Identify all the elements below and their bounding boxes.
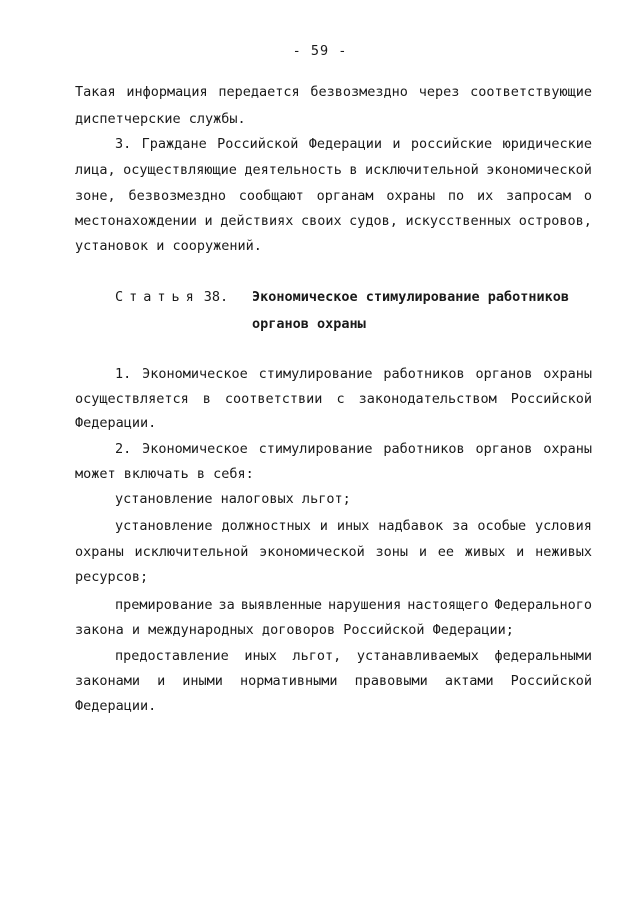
word: своих <box>300 213 342 229</box>
word: действиях <box>220 213 294 229</box>
word: экономической <box>259 544 365 560</box>
word: и <box>418 544 427 560</box>
word: неживых <box>535 544 592 560</box>
word: особые <box>477 518 527 534</box>
word: сообщают <box>238 188 304 204</box>
word: льгот, <box>292 648 342 664</box>
word: и <box>319 518 328 534</box>
word: осуществляется <box>75 391 189 407</box>
word: в <box>349 162 358 178</box>
word: органам <box>316 188 374 204</box>
para-2-line-5: установок и сооружений. <box>75 238 262 254</box>
word: органов <box>475 366 533 382</box>
word: искусственных <box>405 213 512 229</box>
word: должностных <box>221 518 311 534</box>
article-heading <box>115 288 228 306</box>
word: российские <box>410 136 493 152</box>
word: охраны <box>386 188 436 204</box>
item-3-line-2: закона и международных договоров Российской Федерации; <box>75 622 514 638</box>
item-3-line-1 <box>115 596 592 614</box>
para-2-line-4 <box>75 212 592 230</box>
word: Такая <box>75 84 116 100</box>
para-2-line-1 <box>115 135 592 153</box>
word: исключительной <box>365 162 479 178</box>
word: работников <box>383 441 465 457</box>
item-2-line-2 <box>75 543 592 561</box>
word: соответствующие <box>470 84 592 100</box>
item-4-line-2 <box>75 672 592 690</box>
word: Экономическое <box>142 441 248 457</box>
item-2-line-1 <box>115 517 592 535</box>
word: по <box>447 188 465 204</box>
word: стимулирование <box>258 441 373 457</box>
word: 3. <box>115 136 132 152</box>
word: Федерального <box>494 597 592 613</box>
word: премирование <box>115 597 213 613</box>
para-3-line-2 <box>75 390 592 408</box>
word: работников <box>383 366 465 382</box>
word: в <box>202 391 211 407</box>
word: и <box>516 544 525 560</box>
word: стимулирование <box>258 366 373 382</box>
word: надбавок <box>378 518 444 534</box>
word: устанавливаемых <box>356 648 479 664</box>
para-2-line-3 <box>75 187 592 205</box>
word: за <box>218 597 235 613</box>
word: нарушения <box>328 597 402 613</box>
word: органов <box>475 441 533 457</box>
word: островов, <box>518 213 592 229</box>
word: иных <box>244 648 277 664</box>
word: лица, <box>75 162 116 178</box>
para-4-line-1 <box>115 440 592 458</box>
para-3-line-1 <box>115 365 592 383</box>
word: местонахождении <box>75 213 197 229</box>
word: Федерации <box>308 136 382 152</box>
word: их <box>476 188 494 204</box>
word: законами <box>75 673 141 689</box>
word: через <box>418 84 460 100</box>
word: 1. <box>115 366 132 382</box>
word: нормативными <box>240 673 338 689</box>
word: и <box>392 136 401 152</box>
word: информация <box>126 84 208 100</box>
word: зоны <box>375 544 409 560</box>
word: предоставление <box>115 648 229 664</box>
word: запросам <box>506 188 572 204</box>
word: актами <box>444 673 494 689</box>
item-1-line-1: установление налоговых льгот; <box>115 491 351 507</box>
word: федеральными <box>494 648 592 664</box>
word: Российской <box>510 673 592 689</box>
word: выявленные <box>240 597 323 613</box>
word: исключительной <box>134 544 249 560</box>
para-2-line-2 <box>75 161 592 179</box>
word: и <box>157 673 166 689</box>
para-4-line-2: может включать в себя: <box>75 466 254 482</box>
word: иными <box>182 673 223 689</box>
word: охраны <box>543 366 592 382</box>
word: экономической <box>486 162 592 178</box>
word: Экономическое <box>142 366 248 382</box>
article-label: Статья <box>115 289 200 305</box>
word: за <box>452 518 469 534</box>
word: деятельность <box>244 162 342 178</box>
word: установление <box>115 518 213 534</box>
para-3-line-3: Федерации. <box>75 415 157 431</box>
article-title-line-2: органов охраны <box>252 316 366 332</box>
item-2-line-3: ресурсов; <box>75 569 149 585</box>
word: условия <box>535 518 592 534</box>
word: и <box>204 213 213 229</box>
item-4-line-1 <box>115 647 592 665</box>
para-1-line-1 <box>75 83 592 101</box>
word: передается <box>218 84 300 100</box>
word: с <box>336 391 345 407</box>
word: зоне, <box>75 188 116 204</box>
word: охраны <box>543 441 592 457</box>
article-number: 38. <box>203 289 229 305</box>
item-4-line-3: Федерации. <box>75 698 157 714</box>
word: соответствии <box>224 391 323 407</box>
word: ее <box>437 544 454 560</box>
word: осуществляющие <box>123 162 237 178</box>
word: Российской <box>510 391 592 407</box>
word: живых <box>464 544 506 560</box>
article-title-line-1: Экономическое стимулирование работников <box>252 289 569 305</box>
word: законодательством <box>358 391 497 407</box>
word: юридические <box>502 136 592 152</box>
para-1-line-2: диспетчерские службы. <box>75 111 246 127</box>
word: 2. <box>115 441 132 457</box>
word: о <box>583 188 592 204</box>
word: безвозмездно <box>310 84 408 100</box>
word: судов, <box>349 213 398 229</box>
word: охраны <box>75 544 124 560</box>
word: Граждане <box>141 136 207 152</box>
word: иных <box>336 518 370 534</box>
word: Российской <box>217 136 299 152</box>
page-number: - 59 - <box>292 43 348 59</box>
word: правовыми <box>354 673 428 689</box>
word: настоящего <box>407 597 489 613</box>
word: безвозмездно <box>128 188 226 204</box>
